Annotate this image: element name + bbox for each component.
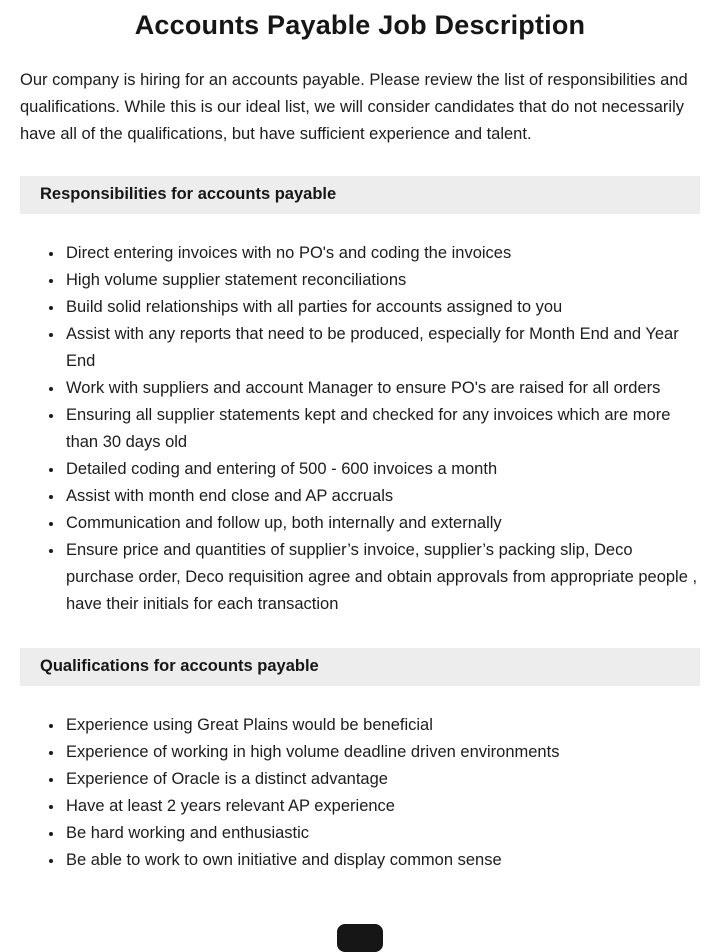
list-item: • Build solid relationships with all parties for accounts assigned to you bbox=[64, 294, 700, 321]
list-item: • Experience of working in high volume deadline driven environments bbox=[64, 739, 700, 766]
list-item: • Ensuring all supplier statements kept and checked for any invoices which are more than 30 days old bbox=[64, 402, 700, 456]
section-header-responsibilities: Responsibilities for accounts payable bbox=[20, 176, 700, 214]
list-item: • Be hard working and enthusiastic bbox=[64, 820, 700, 847]
list-item: • Direct entering invoices with no PO's and coding the invoices bbox=[64, 240, 700, 267]
list-item: • Experience of Oracle is a distinct advantage bbox=[64, 766, 700, 793]
list-item: • Be able to work to own initiative and display common sense bbox=[64, 847, 700, 874]
list-item: • High volume supplier statement reconciliations bbox=[64, 267, 700, 294]
intro-paragraph: Our company is hiring for an accounts payable. Please review the list of responsibilities and qualifications. While this is our ideal list, we will consider candidates that do not necessarily have all of the qualifications, but have sufficient experience and talent. bbox=[20, 71, 688, 143]
job-description-page bbox=[0, 10, 720, 874]
list-item: • Have at least 2 years relevant AP experience bbox=[64, 793, 700, 820]
page-title: Accounts Payable Job Description bbox=[134, 10, 586, 40]
qualifications-list bbox=[20, 712, 700, 874]
section-header-qualifications: Qualifications for accounts payable bbox=[20, 648, 700, 686]
list-item: • Assist with any reports that need to be produced, especially for Month End and Year End bbox=[64, 321, 700, 375]
list-item: • Ensure price and quantities of supplier’s invoice, supplier’s packing slip, Deco purchase order, Deco requisition agree and obtain approvals from appropriate people , have their initials for each transaction bbox=[64, 537, 700, 618]
bottom-cutoff-button[interactable] bbox=[337, 924, 383, 952]
list-item: • Detailed coding and entering of 500 - 600 invoices a month bbox=[64, 456, 700, 483]
list-item: • Communication and follow up, both internally and externally bbox=[64, 510, 700, 537]
list-item: • Work with suppliers and account Manager to ensure PO's are raised for all orders bbox=[64, 375, 700, 402]
responsibilities-list bbox=[20, 240, 700, 618]
list-item: • Assist with month end close and AP accruals bbox=[64, 483, 700, 510]
list-item: • Experience using Great Plains would be beneficial bbox=[64, 712, 700, 739]
